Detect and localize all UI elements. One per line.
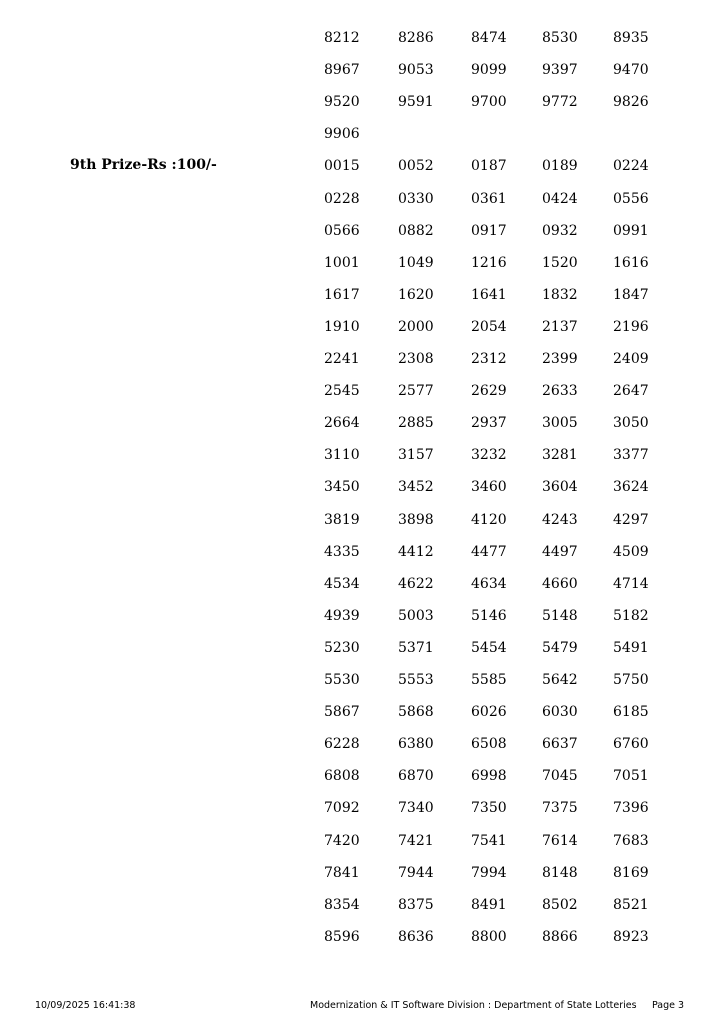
ninth-number: 4243 <box>542 512 578 528</box>
ninth-number: 7841 <box>324 865 360 881</box>
ninth-number: 6030 <box>542 704 578 720</box>
ninth-number: 1832 <box>542 287 578 303</box>
ninth-number: 2633 <box>542 383 578 399</box>
prev-number: 9906 <box>324 126 360 142</box>
prev-number: 9053 <box>398 62 434 78</box>
ninth-number: 8521 <box>613 897 649 913</box>
prev-number: 9099 <box>471 62 507 78</box>
ninth-number: 0991 <box>613 223 649 239</box>
ninth-number: 6637 <box>542 736 578 752</box>
ninth-number: 4412 <box>398 544 434 560</box>
prev-number: 9470 <box>613 62 649 78</box>
ninth-number: 4497 <box>542 544 578 560</box>
ninth-number: 5003 <box>398 608 434 624</box>
ninth-number: 5182 <box>613 608 649 624</box>
ninth-number: 7541 <box>471 833 507 849</box>
ninth-number: 5867 <box>324 704 360 720</box>
ninth-number: 4335 <box>324 544 360 560</box>
ninth-number: 0361 <box>471 191 507 207</box>
ninth-number: 7350 <box>471 800 507 816</box>
ninth-number: 0882 <box>398 223 434 239</box>
ninth-number: 8800 <box>471 929 507 945</box>
ninth-number: 5530 <box>324 672 360 688</box>
ninth-number: 6808 <box>324 768 360 784</box>
ninth-number: 5454 <box>471 640 507 656</box>
ninth-number: 4120 <box>471 512 507 528</box>
ninth-number: 5148 <box>542 608 578 624</box>
ninth-number: 4509 <box>613 544 649 560</box>
ninth-number: 7944 <box>398 865 434 881</box>
ninth-number: 1216 <box>471 255 507 271</box>
ninth-number: 5642 <box>542 672 578 688</box>
ninth-number: 1620 <box>398 287 434 303</box>
ninth-number: 6228 <box>324 736 360 752</box>
ninth-number: 2000 <box>398 319 434 335</box>
ninth-number: 3624 <box>613 479 649 495</box>
ninth-number: 4534 <box>324 576 360 592</box>
ninth-number: 5230 <box>324 640 360 656</box>
ninth-number: 0052 <box>398 158 434 174</box>
prev-number: 8530 <box>542 30 578 46</box>
ninth-number: 7051 <box>613 768 649 784</box>
ninth-number: 5868 <box>398 704 434 720</box>
ninth-number: 2054 <box>471 319 507 335</box>
prev-number: 9397 <box>542 62 578 78</box>
prev-number: 8212 <box>324 30 360 46</box>
ninth-number: 7683 <box>613 833 649 849</box>
ninth-number: 1616 <box>613 255 649 271</box>
ninth-number: 8866 <box>542 929 578 945</box>
ninth-number: 3898 <box>398 512 434 528</box>
ninth-number: 0932 <box>542 223 578 239</box>
ninth-number: 7340 <box>398 800 434 816</box>
ninth-number: 3232 <box>471 447 507 463</box>
ninth-number: 7092 <box>324 800 360 816</box>
ninth-number: 7994 <box>471 865 507 881</box>
ninth-prize-label: 9th Prize-Rs :100/- <box>70 157 217 173</box>
ninth-number: 0015 <box>324 158 360 174</box>
ninth-number: 6026 <box>471 704 507 720</box>
ninth-number: 3005 <box>542 415 578 431</box>
ninth-number: 4714 <box>613 576 649 592</box>
ninth-number: 2241 <box>324 351 360 367</box>
ninth-number: 3819 <box>324 512 360 528</box>
ninth-number: 3157 <box>398 447 434 463</box>
ninth-number: 2308 <box>398 351 434 367</box>
ninth-number: 4939 <box>324 608 360 624</box>
ninth-number: 0566 <box>324 223 360 239</box>
prev-number: 9826 <box>613 94 649 110</box>
prev-number: 9591 <box>398 94 434 110</box>
ninth-number: 1910 <box>324 319 360 335</box>
prev-number: 8967 <box>324 62 360 78</box>
ninth-number: 3450 <box>324 479 360 495</box>
ninth-number: 6870 <box>398 768 434 784</box>
ninth-number: 7396 <box>613 800 649 816</box>
ninth-number: 1001 <box>324 255 360 271</box>
ninth-number: 0424 <box>542 191 578 207</box>
ninth-number: 8491 <box>471 897 507 913</box>
ninth-number: 4660 <box>542 576 578 592</box>
ninth-number: 1641 <box>471 287 507 303</box>
ninth-number: 5491 <box>613 640 649 656</box>
ninth-number: 3050 <box>613 415 649 431</box>
ninth-number: 8502 <box>542 897 578 913</box>
prev-number: 9700 <box>471 94 507 110</box>
ninth-number: 8596 <box>324 929 360 945</box>
ninth-number: 6508 <box>471 736 507 752</box>
ninth-number: 1847 <box>613 287 649 303</box>
footer-division: Modernization & IT Software Division : Department of State Lotteries <box>310 1000 637 1011</box>
ninth-number: 5585 <box>471 672 507 688</box>
ninth-number: 3452 <box>398 479 434 495</box>
ninth-number: 2577 <box>398 383 434 399</box>
ninth-number: 7420 <box>324 833 360 849</box>
ninth-number: 5479 <box>542 640 578 656</box>
ninth-number: 0228 <box>324 191 360 207</box>
ninth-number: 2664 <box>324 415 360 431</box>
ninth-number: 4634 <box>471 576 507 592</box>
ninth-number: 4477 <box>471 544 507 560</box>
ninth-number: 2196 <box>613 319 649 335</box>
ninth-number: 7045 <box>542 768 578 784</box>
ninth-number: 3377 <box>613 447 649 463</box>
ninth-number: 6380 <box>398 736 434 752</box>
ninth-number: 0556 <box>613 191 649 207</box>
ninth-number: 5553 <box>398 672 434 688</box>
prev-number: 9520 <box>324 94 360 110</box>
ninth-number: 8169 <box>613 865 649 881</box>
ninth-number: 5750 <box>613 672 649 688</box>
prev-number: 8474 <box>471 30 507 46</box>
ninth-number: 4622 <box>398 576 434 592</box>
prev-number: 8935 <box>613 30 649 46</box>
ninth-number: 0917 <box>471 223 507 239</box>
ninth-number: 4297 <box>613 512 649 528</box>
ninth-number: 2937 <box>471 415 507 431</box>
ninth-number: 3604 <box>542 479 578 495</box>
ninth-number: 2629 <box>471 383 507 399</box>
ninth-number: 1049 <box>398 255 434 271</box>
ninth-number: 0187 <box>471 158 507 174</box>
ninth-number: 6998 <box>471 768 507 784</box>
ninth-number: 8636 <box>398 929 434 945</box>
ninth-number: 7375 <box>542 800 578 816</box>
ninth-number: 1520 <box>542 255 578 271</box>
ninth-number: 2885 <box>398 415 434 431</box>
ninth-number: 3281 <box>542 447 578 463</box>
prev-number: 8286 <box>398 30 434 46</box>
ninth-number: 3460 <box>471 479 507 495</box>
ninth-number: 8148 <box>542 865 578 881</box>
ninth-number: 7614 <box>542 833 578 849</box>
footer-datetime: 10/09/2025 16:41:38 <box>35 1000 136 1011</box>
ninth-number: 8923 <box>613 929 649 945</box>
ninth-number: 6185 <box>613 704 649 720</box>
ninth-number: 2545 <box>324 383 360 399</box>
footer-page-number: Page 3 <box>652 1000 685 1011</box>
prev-number: 9772 <box>542 94 578 110</box>
ninth-number: 7421 <box>398 833 434 849</box>
ninth-number: 0224 <box>613 158 649 174</box>
ninth-number: 2137 <box>542 319 578 335</box>
ninth-number: 8354 <box>324 897 360 913</box>
ninth-number: 8375 <box>398 897 434 913</box>
ninth-number: 5146 <box>471 608 507 624</box>
ninth-number: 2312 <box>471 351 507 367</box>
ninth-number: 3110 <box>324 447 360 463</box>
ninth-number: 2409 <box>613 351 649 367</box>
ninth-number: 1617 <box>324 287 360 303</box>
ninth-number: 2399 <box>542 351 578 367</box>
ninth-number: 6760 <box>613 736 649 752</box>
ninth-number: 5371 <box>398 640 434 656</box>
ninth-number: 0189 <box>542 158 578 174</box>
ninth-number: 2647 <box>613 383 649 399</box>
ninth-number: 0330 <box>398 191 434 207</box>
